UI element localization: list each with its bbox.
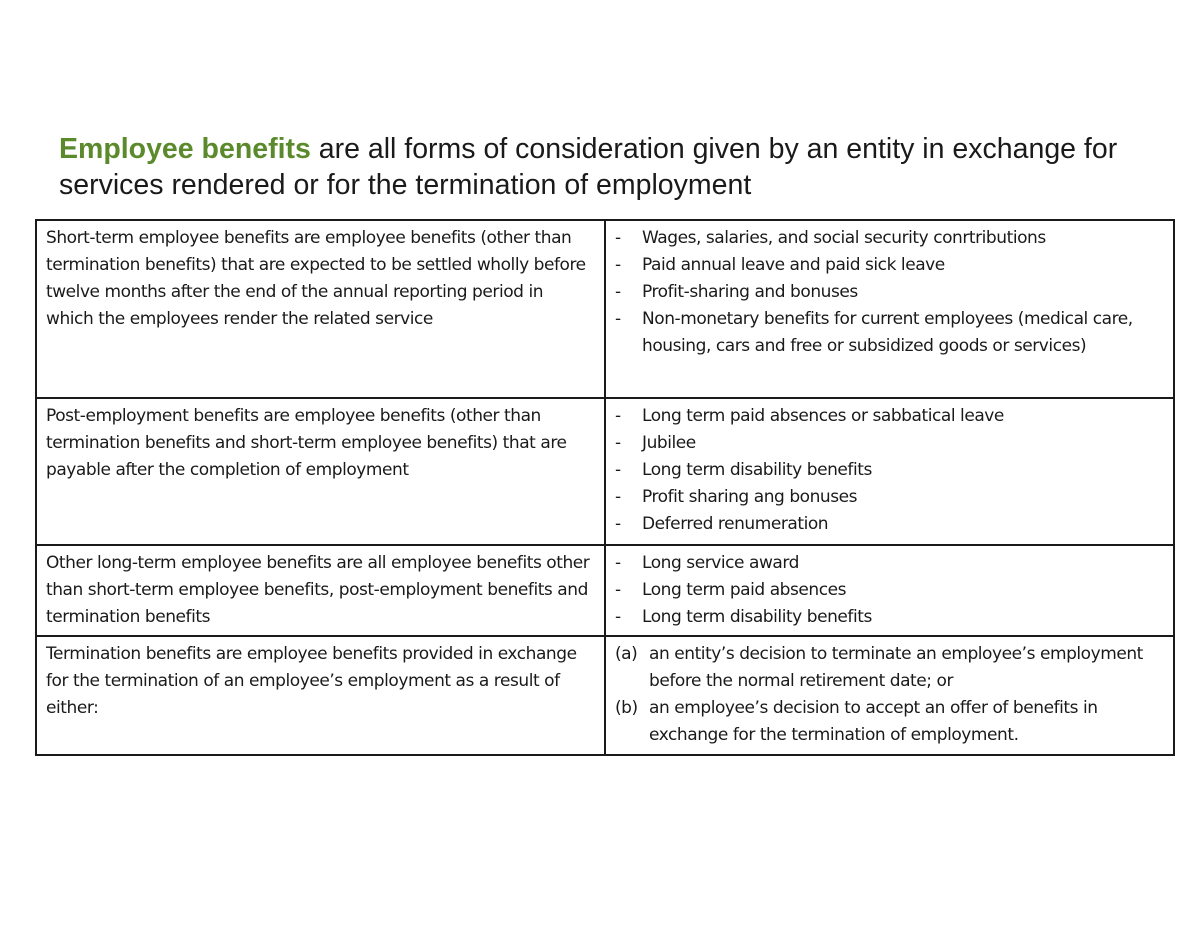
- definition-cell: Short-term employee benefits are employee benefits (other than termination benefits) that are expected to be settled wholly before twelve months after the end of the annual reporting period in which the employees render the related service: [36, 220, 605, 398]
- definition-cell: Termination benefits are employee benefits provided in exchange for the termination of an employee’s employment as a result of either:: [36, 636, 605, 755]
- list-item-text: Long term disability benefits: [642, 460, 872, 480]
- dash-marker: -: [615, 282, 621, 302]
- option-marker: (a): [615, 644, 638, 664]
- list-item: [615, 430, 1164, 457]
- list-item-text: Deferred renumeration: [642, 514, 829, 534]
- dash-marker: -: [615, 607, 621, 627]
- dash-marker: -: [615, 487, 621, 507]
- examples-list: [615, 225, 1164, 360]
- list-item-text: an employee’s decision to accept an offer of benefits in exchange for the termination of employment.: [649, 698, 1098, 745]
- list-item-text: Long term disability benefits: [642, 607, 872, 627]
- examples-list: [615, 550, 1164, 631]
- list-item-text: Profit sharing ang bonuses: [642, 487, 858, 507]
- list-item: [615, 577, 1164, 604]
- list-item-text: Non-monetary benefits for current employees (medical care, housing, cars and free or subsidized goods or services): [642, 309, 1133, 356]
- dash-marker: -: [615, 553, 621, 573]
- dash-marker: -: [615, 228, 621, 248]
- list-item: [615, 457, 1164, 484]
- list-item: [615, 225, 1164, 252]
- definition-cell: Post-employment benefits are employee benefits (other than termination benefits and short-term employee benefits) that are payable after the completion of employment: [36, 398, 605, 545]
- table-row-short-term: [36, 220, 1174, 398]
- list-item: [615, 306, 1164, 360]
- table-row-termination: [36, 636, 1174, 755]
- list-item-text: Long service award: [642, 553, 799, 573]
- examples-cell: [605, 545, 1174, 636]
- list-item: [615, 641, 1164, 695]
- options-list: [615, 641, 1164, 749]
- dash-marker: -: [615, 460, 621, 480]
- list-item: [615, 511, 1164, 538]
- dash-marker: -: [615, 406, 621, 426]
- dash-marker: -: [615, 514, 621, 534]
- list-item: [615, 484, 1164, 511]
- table-row-post-employment: [36, 398, 1174, 545]
- option-marker: (b): [615, 698, 638, 718]
- examples-list: [615, 403, 1164, 538]
- list-item-text: Profit-sharing and bonuses: [642, 282, 858, 302]
- page-title: [59, 131, 1159, 203]
- list-item: [615, 403, 1164, 430]
- list-item: [615, 279, 1164, 306]
- examples-cell: [605, 398, 1174, 545]
- list-item-text: Jubilee: [642, 433, 696, 453]
- list-item-text: Long term paid absences or sabbatical leave: [642, 406, 1004, 426]
- list-item: [615, 252, 1164, 279]
- examples-cell: [605, 220, 1174, 398]
- list-item-text: Long term paid absences: [642, 580, 847, 600]
- definition-cell: Other long-term employee benefits are all employee benefits other than short-term employee benefits, post-employment benefits and termination benefits: [36, 545, 605, 636]
- list-item: [615, 604, 1164, 631]
- benefits-table: [35, 219, 1175, 756]
- table-row-other-long-term: [36, 545, 1174, 636]
- dash-marker: -: [615, 433, 621, 453]
- dash-marker: -: [615, 255, 621, 275]
- dash-marker: -: [615, 309, 621, 329]
- list-item-text: an entity’s decision to terminate an employee’s employment before the normal retirement date; or: [649, 644, 1143, 691]
- title-highlight: Employee benefits: [59, 133, 311, 165]
- dash-marker: -: [615, 580, 621, 600]
- options-cell: [605, 636, 1174, 755]
- list-item-text: Paid annual leave and paid sick leave: [642, 255, 945, 275]
- list-item-text: Wages, salaries, and social security conrtributions: [642, 228, 1046, 248]
- list-item: [615, 695, 1164, 749]
- title-rest: are all forms of consideration given by an entity in exchange for services rendered or for the termination of employment: [59, 133, 1118, 201]
- list-item: [615, 550, 1164, 577]
